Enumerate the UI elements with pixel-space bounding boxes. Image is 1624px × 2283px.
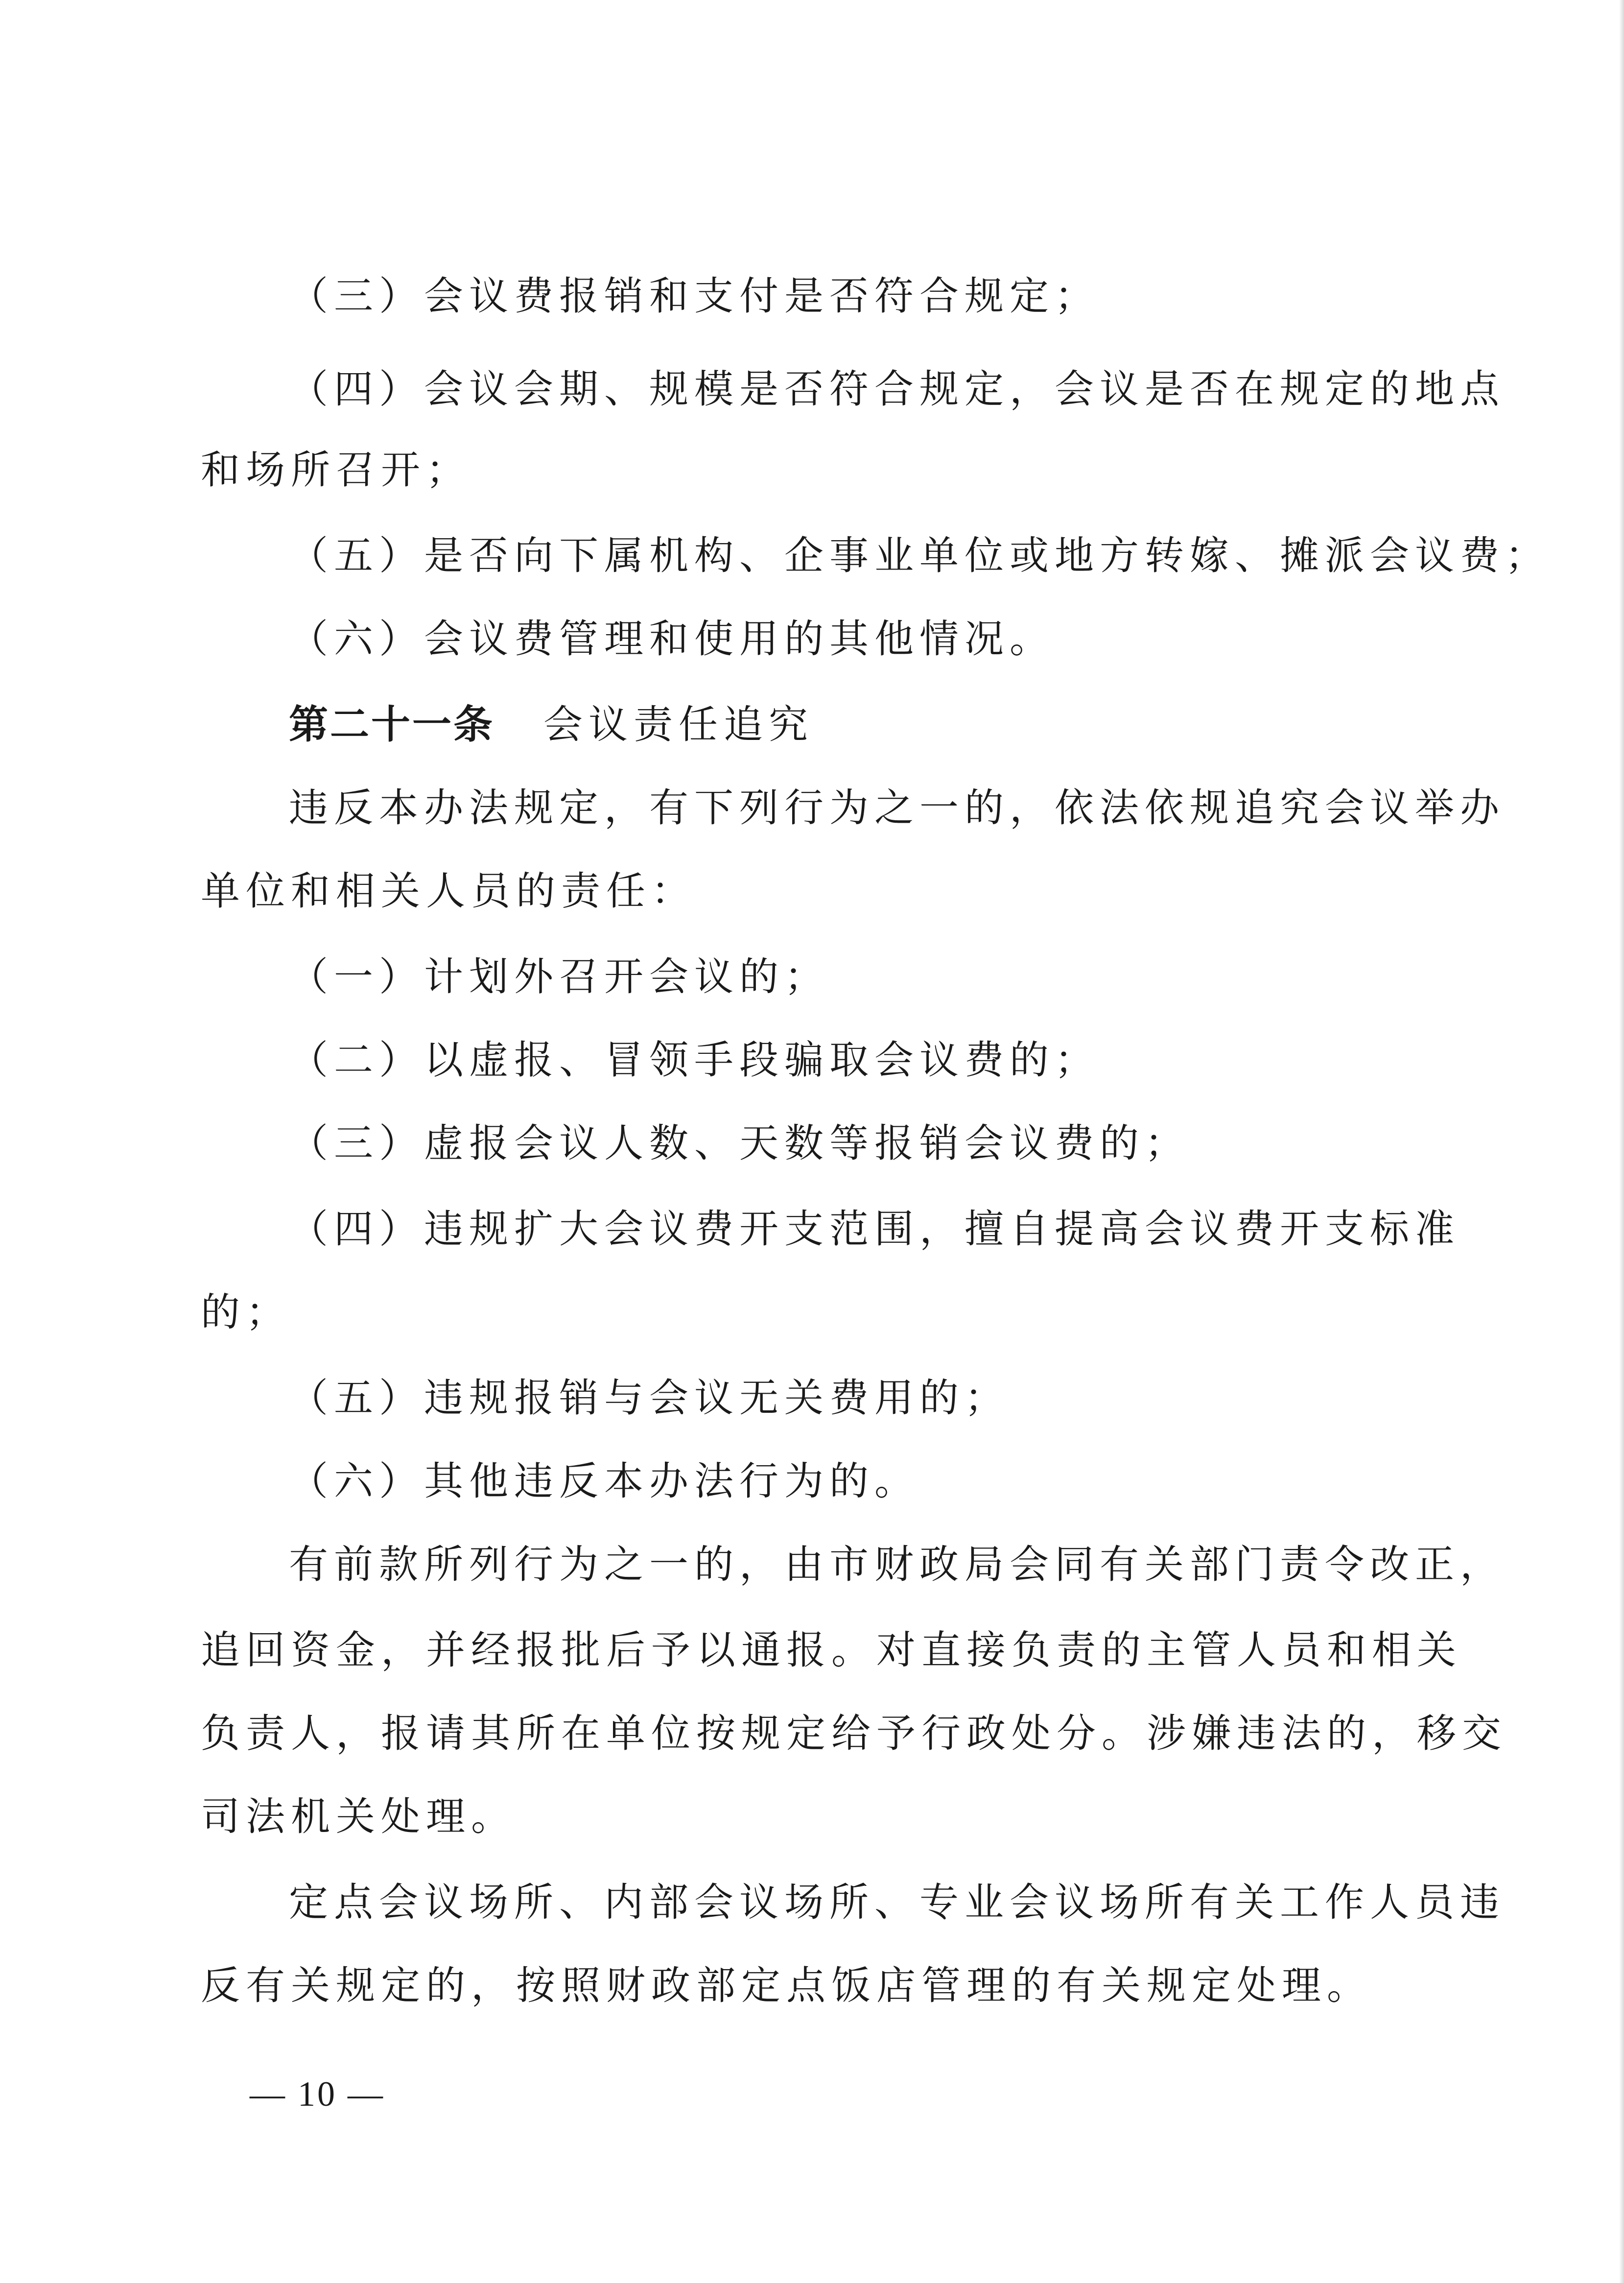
article-title: 会议责任追究 bbox=[543, 702, 814, 747]
paragraph-line: 违反本办法规定，有下列行为之一的，依法依规追究会议举办 bbox=[289, 785, 1505, 831]
paragraph-line: （三）会议费报销和支付是否符合规定； bbox=[289, 273, 1100, 319]
list-item: （四）违规扩大会议费开支范围，擅自提高会议费开支标准 bbox=[289, 1206, 1460, 1252]
list-item: （三）虚报会议人数、天数等报销会议费的； bbox=[289, 1120, 1190, 1166]
list-item: （五）违规报销与会议无关费用的； bbox=[289, 1375, 1010, 1421]
scan-edge bbox=[1619, 0, 1624, 2283]
paragraph-line: （五）是否向下属机构、企事业单位或地方转嫁、摊派会议费； bbox=[289, 533, 1550, 578]
paragraph-line: 追回资金，并经报批后予以通报。对直接负责的主管人员和相关 bbox=[201, 1627, 1462, 1673]
paragraph-line: 有前款所列行为之一的，由市财政局会同有关部门责令改正， bbox=[289, 1542, 1505, 1587]
page-number: — 10 — bbox=[250, 2074, 385, 2114]
article-heading bbox=[289, 702, 814, 747]
paragraph-line: 单位和相关人员的责任： bbox=[201, 868, 696, 914]
list-item: （二）以虚报、冒领手段骗取会议费的； bbox=[289, 1037, 1100, 1083]
list-item: （六）其他违反本办法行为的。 bbox=[289, 1458, 919, 1504]
article-number: 第二十一条 bbox=[289, 702, 494, 747]
list-item: （一）计划外召开会议的； bbox=[289, 954, 829, 999]
paragraph-line: 反有关规定的，按照财政部定点饭店管理的有关规定处理。 bbox=[201, 1963, 1372, 2008]
paragraph-line: 司法机关处理。 bbox=[201, 1794, 516, 1839]
paragraph-line: 和场所召开； bbox=[201, 447, 471, 493]
paragraph-line: （四）会议会期、规模是否符合规定，会议是否在规定的地点 bbox=[289, 366, 1505, 412]
paragraph-line: 定点会议场所、内部会议场所、专业会议场所有关工作人员违 bbox=[289, 1879, 1505, 1925]
list-item: 的； bbox=[201, 1289, 291, 1335]
paragraph-line: 负责人，报请其所在单位按规定给予行政处分。涉嫌违法的，移交 bbox=[201, 1711, 1507, 1756]
paragraph-line: （六）会议费管理和使用的其他情况。 bbox=[289, 616, 1055, 662]
